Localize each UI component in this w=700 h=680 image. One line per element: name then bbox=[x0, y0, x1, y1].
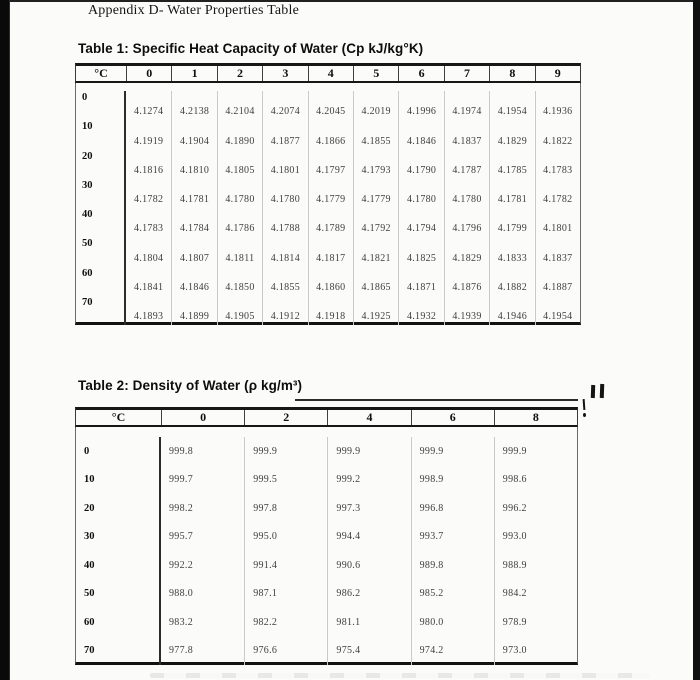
table-cell: 997.8 bbox=[244, 494, 327, 523]
table2-col-header: °C bbox=[111, 410, 126, 424]
table-cell: 4.1787 bbox=[444, 150, 489, 179]
left-scan-edge-bar bbox=[0, 0, 10, 680]
table-cell: 998.2 bbox=[169, 502, 193, 514]
table-cell: 988.9 bbox=[494, 551, 577, 580]
table-cell: 4.1954 bbox=[535, 296, 580, 325]
table-cell: 4.1797 bbox=[308, 150, 353, 179]
table-cell: 999.9 bbox=[327, 437, 410, 466]
table1-title: Table 1: Specific Heat Capacity of Water (Cp kJ/kg°K) bbox=[78, 41, 424, 56]
table1-row-60 bbox=[76, 267, 580, 296]
table-cell: 4.1846 bbox=[171, 267, 216, 296]
table-cell: 4.1996 bbox=[398, 91, 443, 120]
table-cell: 4.1890 bbox=[217, 120, 262, 149]
table-cell: 4.1782 bbox=[134, 194, 164, 205]
row-label: 20 bbox=[76, 150, 126, 179]
table-cell: 4.1850 bbox=[217, 267, 262, 296]
table1-row-40 bbox=[76, 208, 580, 237]
table-cell: 4.1801 bbox=[262, 150, 307, 179]
table-cell: 975.4 bbox=[327, 637, 410, 666]
table-cell: 4.1780 bbox=[444, 179, 489, 208]
right-scan-edge-bar bbox=[693, 0, 700, 680]
table-cell: 985.2 bbox=[411, 580, 494, 609]
table-cell: 4.1789 bbox=[308, 208, 353, 237]
table2-body bbox=[75, 427, 578, 665]
table1-col-header: °C bbox=[94, 66, 108, 80]
table-cell: 4.2045 bbox=[308, 91, 353, 120]
table-cell: 4.1925 bbox=[353, 296, 398, 325]
table-cell: 4.1918 bbox=[308, 296, 353, 325]
table-cell: 983.2 bbox=[169, 616, 193, 628]
table-cell: 4.1811 bbox=[217, 237, 262, 266]
table-cell: 4.1833 bbox=[489, 237, 534, 266]
table-cell: 4.1899 bbox=[171, 296, 216, 325]
row-label: 30 bbox=[76, 179, 126, 208]
ink-dot-mark bbox=[583, 413, 586, 417]
table2-row-30 bbox=[76, 523, 577, 552]
row-label: 70 bbox=[76, 296, 126, 325]
table-cell: 4.1792 bbox=[353, 208, 398, 237]
table-cell: 4.1782 bbox=[535, 179, 580, 208]
table-cell: 4.1825 bbox=[398, 237, 443, 266]
table-cell: 4.1780 bbox=[398, 179, 443, 208]
table-cell: 4.2138 bbox=[171, 91, 216, 120]
table-cell: 4.1865 bbox=[353, 267, 398, 296]
table-cell: 4.1936 bbox=[535, 91, 580, 120]
table1-row-50 bbox=[76, 237, 580, 266]
table-cell: 4.1829 bbox=[444, 237, 489, 266]
table-cell: 4.1804 bbox=[134, 252, 164, 264]
table-cell: 993.0 bbox=[494, 523, 577, 552]
table-cell: 4.1799 bbox=[489, 208, 534, 237]
table1-col-header: 0 bbox=[126, 66, 171, 81]
table2-title: Table 2: Density of Water (ρ kg/m³) bbox=[78, 378, 303, 393]
row-label: 20 bbox=[76, 494, 161, 523]
table-cell: 4.1794 bbox=[398, 208, 443, 237]
row-label: 60 bbox=[76, 267, 126, 296]
table-cell: 4.1801 bbox=[535, 208, 580, 237]
row-label: 0 bbox=[76, 437, 161, 466]
row-label: 30 bbox=[76, 523, 161, 552]
table-cell: 995.7 bbox=[169, 531, 193, 543]
table2-row-60 bbox=[76, 608, 577, 637]
table-cell: 4.1805 bbox=[217, 150, 262, 179]
scan-smudge-artifact bbox=[150, 673, 650, 678]
table2-col-header: 2 bbox=[244, 410, 327, 425]
table2-col-header: 4 bbox=[327, 410, 410, 425]
table-cell: 987.1 bbox=[244, 580, 327, 609]
table1-col-header: 2 bbox=[217, 66, 262, 81]
table-cell: 981.1 bbox=[327, 608, 410, 637]
table1-col-header: 3 bbox=[262, 66, 307, 81]
table-cell: 4.1781 bbox=[489, 179, 534, 208]
row-label: 10 bbox=[76, 120, 126, 149]
table-cell: 991.4 bbox=[244, 551, 327, 580]
table-cell: 4.1780 bbox=[262, 179, 307, 208]
table-cell: 4.1974 bbox=[444, 91, 489, 120]
table-cell: 999.9 bbox=[411, 437, 494, 466]
table-cell: 4.1779 bbox=[353, 179, 398, 208]
table1-col-header: 1 bbox=[171, 66, 216, 81]
table-cell: 974.2 bbox=[411, 637, 494, 666]
row-label: 40 bbox=[76, 551, 161, 580]
table-cell: 4.1788 bbox=[262, 208, 307, 237]
table-cell: 4.1887 bbox=[535, 267, 580, 296]
table-cell: 4.1871 bbox=[398, 267, 443, 296]
table-cell: 4.1855 bbox=[262, 267, 307, 296]
table-cell: 4.1893 bbox=[134, 311, 164, 322]
table-cell: 996.8 bbox=[411, 494, 494, 523]
table-cell: 4.1946 bbox=[489, 296, 534, 325]
table-cell: 4.1786 bbox=[217, 208, 262, 237]
table-cell: 996.2 bbox=[494, 494, 577, 523]
table1-col-header: 7 bbox=[444, 66, 489, 81]
table1-col-header: 6 bbox=[398, 66, 443, 81]
table-cell: 4.1939 bbox=[444, 296, 489, 325]
table-cell: 995.0 bbox=[244, 523, 327, 552]
table-cell: 999.7 bbox=[169, 474, 193, 486]
table-cell: 973.0 bbox=[494, 637, 577, 666]
table2-row-0 bbox=[76, 437, 577, 466]
appendix-title: Appendix D- Water Properties Table bbox=[88, 3, 300, 18]
title-underline-artifact bbox=[295, 399, 578, 401]
table-cell: 988.0 bbox=[169, 588, 193, 600]
row-label: 40 bbox=[76, 208, 126, 237]
table-cell: 998.6 bbox=[494, 466, 577, 495]
table-cell: 4.1905 bbox=[217, 296, 262, 325]
table-cell: 4.1837 bbox=[444, 120, 489, 149]
table-cell: 992.2 bbox=[169, 559, 193, 571]
table1-col-header: 9 bbox=[535, 66, 580, 81]
table-cell: 4.1783 bbox=[535, 150, 580, 179]
ink-quote-mark-left bbox=[591, 385, 595, 398]
table-cell: 976.6 bbox=[244, 637, 327, 666]
table2-row-70 bbox=[76, 637, 577, 666]
table-cell: 4.1807 bbox=[171, 237, 216, 266]
table-cell: 999.9 bbox=[244, 437, 327, 466]
table-cell: 4.1837 bbox=[535, 237, 580, 266]
table1-row-70 bbox=[76, 296, 580, 325]
table-cell: 4.1855 bbox=[353, 120, 398, 149]
table-cell: 4.1790 bbox=[398, 150, 443, 179]
table-cell: 4.1876 bbox=[444, 267, 489, 296]
table-cell: 4.1829 bbox=[489, 120, 534, 149]
table-cell: 4.1796 bbox=[444, 208, 489, 237]
table-cell: 4.1841 bbox=[134, 281, 164, 293]
table-cell: 4.1866 bbox=[308, 120, 353, 149]
table-cell: 4.1781 bbox=[171, 179, 216, 208]
table-cell: 4.1860 bbox=[308, 267, 353, 296]
table1-col-header: 4 bbox=[308, 66, 353, 81]
table-cell: 4.1877 bbox=[262, 120, 307, 149]
table-cell: 4.1919 bbox=[134, 135, 164, 147]
table-cell: 980.0 bbox=[411, 608, 494, 637]
table-cell: 4.1932 bbox=[398, 296, 443, 325]
row-label: 50 bbox=[76, 237, 126, 266]
table-cell: 4.1779 bbox=[308, 179, 353, 208]
table2-col-header: 6 bbox=[411, 410, 494, 425]
table1-body bbox=[75, 83, 581, 325]
table-cell: 4.1817 bbox=[308, 237, 353, 266]
table1-specific-heat bbox=[75, 63, 581, 325]
top-edge-line bbox=[0, 0, 700, 2]
table-cell: 997.3 bbox=[327, 494, 410, 523]
table-cell: 4.1816 bbox=[134, 164, 164, 176]
table-cell: 4.1780 bbox=[217, 179, 262, 208]
table1-row-30 bbox=[76, 179, 580, 208]
table1-row-10 bbox=[76, 120, 580, 149]
table1-col-header: 5 bbox=[353, 66, 398, 81]
table2-row-10 bbox=[76, 466, 577, 495]
table1-row-20 bbox=[76, 150, 580, 179]
table-cell: 977.8 bbox=[169, 645, 193, 657]
table-cell: 999.9 bbox=[494, 437, 577, 466]
table-cell: 999.8 bbox=[169, 445, 193, 457]
table-cell: 999.5 bbox=[244, 466, 327, 495]
table-cell: 4.2104 bbox=[217, 91, 262, 120]
table-cell: 994.4 bbox=[327, 523, 410, 552]
table-cell: 993.7 bbox=[411, 523, 494, 552]
table1-row-0 bbox=[76, 91, 580, 120]
table-cell: 978.9 bbox=[494, 608, 577, 637]
table-cell: 4.1785 bbox=[489, 150, 534, 179]
table-cell: 4.2019 bbox=[353, 91, 398, 120]
row-label: 50 bbox=[76, 580, 161, 609]
table-cell: 4.1904 bbox=[171, 120, 216, 149]
table-cell: 4.1822 bbox=[535, 120, 580, 149]
table-cell: 986.2 bbox=[327, 580, 410, 609]
table-cell: 4.1954 bbox=[489, 91, 534, 120]
table2-row-50 bbox=[76, 580, 577, 609]
table-cell: 4.1274 bbox=[134, 106, 164, 118]
table-cell: 989.8 bbox=[411, 551, 494, 580]
table-cell: 999.2 bbox=[327, 466, 410, 495]
table-cell: 4.1783 bbox=[134, 223, 164, 235]
row-label: 10 bbox=[76, 466, 161, 495]
table-cell: 984.2 bbox=[494, 580, 577, 609]
ink-stroke-mark bbox=[583, 399, 586, 410]
table-cell: 4.2074 bbox=[262, 91, 307, 120]
table2-col-header: 0 bbox=[161, 410, 244, 425]
table-cell: 4.1784 bbox=[171, 208, 216, 237]
table-cell: 4.1882 bbox=[489, 267, 534, 296]
table2-row-20 bbox=[76, 494, 577, 523]
table-cell: 4.1846 bbox=[398, 120, 443, 149]
table-cell: 4.1793 bbox=[353, 150, 398, 179]
table-cell: 990.6 bbox=[327, 551, 410, 580]
table-cell: 4.1912 bbox=[262, 296, 307, 325]
table-cell: 4.1810 bbox=[171, 150, 216, 179]
table1-col-header: 8 bbox=[489, 66, 534, 81]
table2-header-row bbox=[75, 407, 578, 427]
table2-density bbox=[75, 407, 578, 665]
table-cell: 4.1814 bbox=[262, 237, 307, 266]
row-label: 70 bbox=[76, 637, 161, 666]
table-cell: 998.9 bbox=[411, 466, 494, 495]
table-cell: 4.1821 bbox=[353, 237, 398, 266]
table2-col-header: 8 bbox=[494, 410, 577, 425]
row-label: 60 bbox=[76, 608, 161, 637]
ink-quote-mark-right bbox=[600, 384, 604, 398]
row-label: 0 bbox=[76, 91, 126, 120]
table2-row-40 bbox=[76, 551, 577, 580]
table1-header-row bbox=[75, 63, 581, 83]
table-cell: 982.2 bbox=[244, 608, 327, 637]
